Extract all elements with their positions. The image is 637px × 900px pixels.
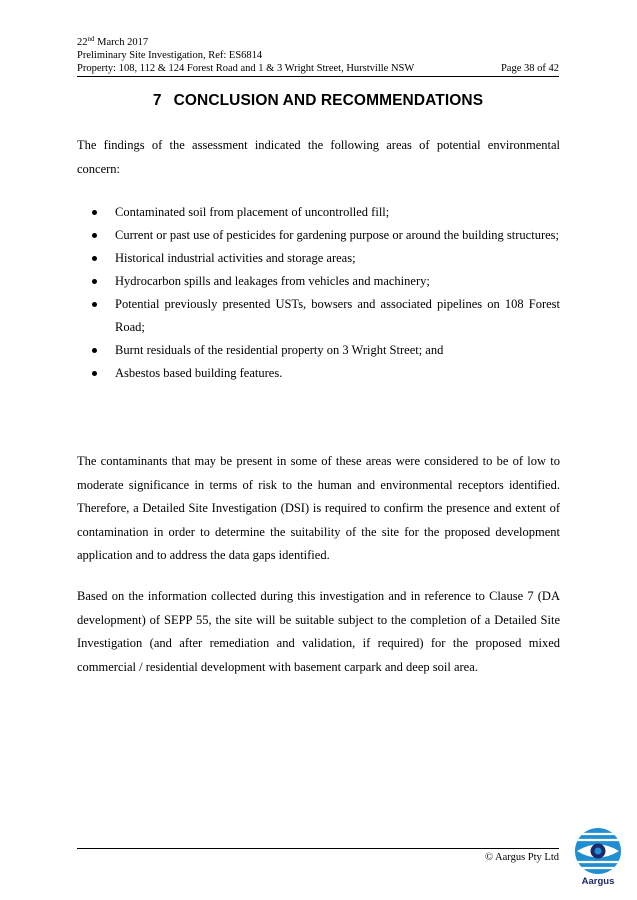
- intro-paragraph: The findings of the assessment indicated the following areas of potential environmental concern:: [77, 138, 560, 176]
- suitability-paragraph: Based on the information collected during this investigation and in reference to Clause 7 (DA development) of SEPP 55, the site will be suitable subject to the completion of a Detailed Site Investigation (and after remediation and validation, if required) for the proposed mixed commercial / residential development with basement carpark and deep soil area.: [77, 589, 560, 674]
- header-property: Property: 108, 112 & 124 Forest Road and 1 & 3 Wright Street, Hurstville NSW: [77, 63, 415, 74]
- list-item-text: Contaminated soil from placement of uncontrolled fill;: [115, 205, 390, 219]
- list-item: [77, 293, 560, 339]
- list-item-text: Current or past use of pesticides for gardening purpose or around the building structures;: [115, 228, 559, 242]
- bullet-icon: [92, 302, 97, 307]
- bullet-icon: [92, 348, 97, 353]
- aargus-logo: [573, 826, 623, 892]
- header-property-row: [77, 62, 559, 75]
- list-item-text: Potential previously presented USTs, bowsers and associated pipelines on 108 Forest Road;: [115, 297, 560, 334]
- section-number: 7: [152, 92, 162, 109]
- bullet-icon: [92, 371, 97, 376]
- contaminants-paragraph: The contaminants that may be present in some of these areas were considered to be of low to moderate significance in terms of risk to the human and environmental receptors identified. Therefore, a Detailed Site Investigation (DSI) is required to confirm the presence and extent of contamination in order to determine the suitability of the site for the proposed development application and to address the data gaps identified.: [77, 454, 560, 562]
- bullet-icon: [92, 256, 97, 261]
- list-item: [77, 339, 560, 362]
- bullet-icon: [92, 233, 97, 238]
- footer-copyright: © Aargus Pty Ltd: [485, 852, 559, 863]
- page-header: [77, 36, 559, 75]
- list-item: [77, 224, 560, 247]
- header-page-number: Page 38 of 42: [500, 63, 559, 74]
- header-report-ref: Preliminary Site Investigation, Ref: ES6814: [77, 50, 263, 61]
- footer-divider: [77, 848, 559, 849]
- bullet-icon: [92, 210, 97, 215]
- date-suffix: nd: [87, 35, 95, 43]
- date-day: 22: [77, 37, 88, 48]
- list-item: [77, 362, 560, 385]
- list-item-text: Asbestos based building features.: [115, 366, 283, 380]
- header-date: [77, 36, 559, 49]
- logo-text: Aargus: [581, 876, 615, 887]
- globe-eye-icon: [573, 826, 623, 876]
- header-divider: [77, 76, 559, 77]
- list-item: [77, 201, 560, 224]
- concern-list: [77, 201, 560, 385]
- date-rest: March 2017: [94, 37, 149, 48]
- list-item-text: Hydrocarbon spills and leakages from vehicles and machinery;: [115, 274, 430, 288]
- list-item-text: Burnt residuals of the residential property on 3 Wright Street; and: [115, 343, 444, 357]
- bullet-icon: [92, 279, 97, 284]
- section-title: CONCLUSION AND RECOMMENDATIONS: [173, 92, 484, 109]
- list-item-text: Historical industrial activities and storage areas;: [115, 251, 356, 265]
- list-item: [77, 247, 560, 270]
- section-heading: [77, 92, 559, 110]
- list-item: [77, 270, 560, 293]
